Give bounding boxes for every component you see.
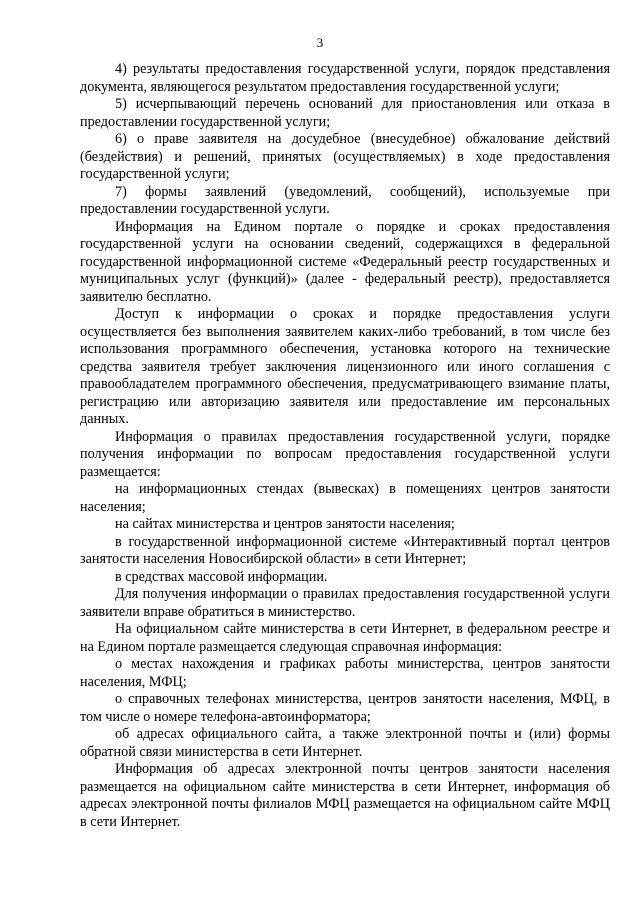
- list-item-locations-schedules: о местах нахождения и графиках работы министерства, центров занятости населения, МФЦ;: [80, 656, 610, 690]
- list-item-websites: на сайтах министерства и центров занятости населения;: [115, 516, 455, 532]
- list-item-info-stands: на информационных стендах (вывесках) в помещениях центров занятости населения;: [80, 481, 610, 515]
- paragraph-access-to-info: Доступ к информации о сроках и порядке предоставления услуги осуществляется без выполнения заявителем каких-либо требований, в том числе без использования программного обеспечения, установка которого на технические средства заявителя требует заключения лицензионного или иного соглашения с правообладателем программного обеспечения, предусматривающего взимание платы, регистрацию или авторизацию заявителя или предоставление им персональных данных.: [80, 306, 610, 427]
- paragraph-application-forms: 7) формы заявлений (уведомлений, сообщений), используемые при предоставлении государственной услуги.: [80, 183, 610, 217]
- paragraph-info-placement: Информация о правилах предоставления государственной услуги, порядке получения информации по вопросам предоставления государственной услуги размещается:: [80, 428, 610, 480]
- paragraph-unified-portal-info: Информация на Едином портале о порядке и сроках предоставления государственной услуги на основании сведений, содержащихся в федеральной государственной информационной системе «Федеральный реестр государственных и муниципальных услуг (функций)» (далее - федеральный реестр), предоставляется заявителю бесплатно.: [80, 218, 610, 305]
- paragraph-refusal-grounds: 5) исчерпывающий перечень оснований для приостановления или отказа в предоставлении государственной услуги;: [80, 96, 610, 130]
- list-item-website-email: об адресах официального сайта, а также электронной почты и (или) формы обратной связи министерства в сети Интернет.: [80, 726, 610, 760]
- paragraph-contact-ministry: Для получения информации о правилах предоставления государственной услуги заявители вправе обратиться в министерство.: [80, 586, 610, 620]
- paragraph-appeal-right: 6) о праве заявителя на досудебное (внесудебное) обжалование действий (бездействия) и решений, принятых (осуществляемых) в ходе предоставления государственной услуги;: [80, 131, 610, 182]
- paragraph-results: 4) результаты предоставления государственной услуги, порядок представления документа, являющегося результатом предоставления государственной услуги;: [80, 61, 610, 95]
- page-number: 3: [316, 35, 324, 50]
- document-body: [80, 61, 610, 831]
- paragraph-reference-info: На официальном сайте министерства в сети Интернет, в федеральном реестре и на Едином портале размещается следующая справочная информация:: [80, 621, 610, 655]
- list-item-phones: о справочных телефонах министерства, центров занятости населения, МФЦ, в том числе о номере телефона-автоинформатора;: [80, 691, 610, 725]
- list-item-interactive-portal: в государственной информационной системе «Интерактивный портал центров занятости населения Новосибирской области» в сети Интернет;: [80, 533, 610, 567]
- paragraph-email-addresses: Информация об адресах электронной почты центров занятости населения размещается на официальном сайте министерства в сети Интернет, информация об адресах электронной почты филиалов МФЦ размещается на официальном сайте МФЦ в сети Интернет.: [80, 761, 610, 830]
- list-item-mass-media: в средствах массовой информации.: [115, 568, 328, 585]
